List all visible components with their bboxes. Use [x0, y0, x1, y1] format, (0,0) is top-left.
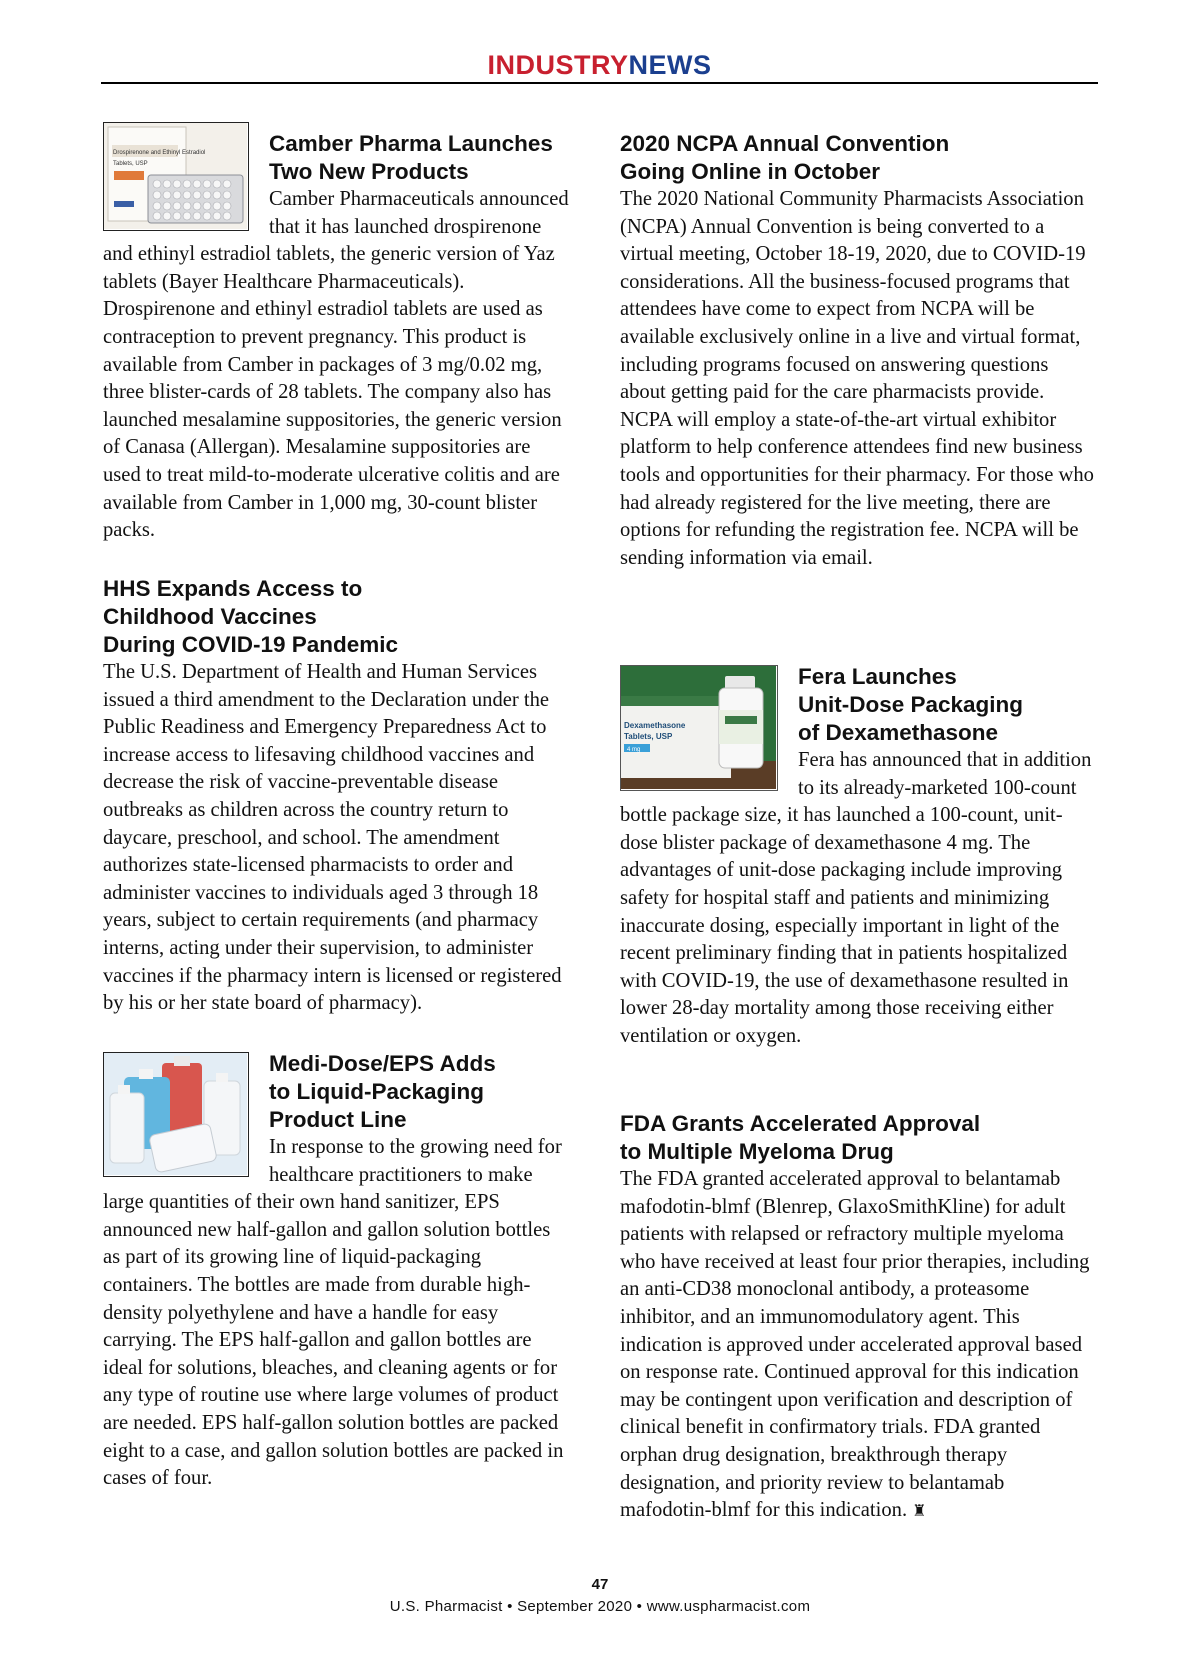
article-fera — [620, 663, 1095, 1110]
fera-product-image — [620, 665, 778, 791]
bottles-illustration — [104, 1053, 247, 1175]
fera-box-strength: 4 mg — [627, 747, 641, 753]
article-camber — [103, 130, 571, 575]
ncpa-headline — [620, 130, 1095, 186]
ncpa-headline-line1: 2020 NCPA Annual Convention — [620, 131, 950, 156]
medidose-bottles-image — [103, 1052, 249, 1177]
header-industry: INDUSTRY — [487, 50, 629, 80]
fda-headline-line1: FDA Grants Accelerated Approval — [620, 1111, 981, 1136]
end-of-article-icon: ♜ — [912, 1501, 927, 1521]
fera-box-label: Dexamethasone — [624, 721, 686, 730]
medidose-headline-line2: to Liquid-Packaging — [269, 1079, 485, 1104]
ncpa-body: The 2020 National Community Pharmacists Association (NCPA) Annual Convention is being converted to a virtual meeting, October 18-19, 2020, due to COVID-19 considerations. All the business-focused programs that attendees have come to expect from NCPA will be available exclusively online in a live and virtual format, including programs focused on answering questions about getting paid for the care pharmacists provide. NCPA will employ a state-of-the-art virtual exhibitor platform to help conference attendees find new business tools and opportunities for their pharmacy. For those who had already registered for the live meeting, there are options for refunding the registration fee. NCPA will be sending information via email. — [620, 188, 1094, 569]
footer-credit-line: U.S. Pharmacist • September 2020 • www.uspharmacist.com — [389, 1598, 811, 1615]
fera-headline-line1: Fera Launches — [798, 664, 957, 689]
dexamethasone-box-illustration — [621, 666, 776, 789]
fda-headline — [620, 1110, 1095, 1166]
fera-headline-line3: of Dexamethasone — [798, 720, 999, 745]
camber-body: Camber Pharmaceuticals announced that it has launched drospirenone and ethinyl estradiol tablets, the generic version of Yaz tablets (Bayer Healthcare Pharmaceuticals). Drospirenone and ethinyl estradiol tablets are used as contraception to prevent pregnancy. This product is available from Camber in packages of 3 mg/0.02 mg, three blister-cards of 28 tablets. The company also has launched mesalamine suppositories, the generic version of Canasa (Allergan). Mesalamine suppositories are used to treat mild-to-moderate ulcerative colitis and are available from Camber in 1,000 mg, 30-count blister packs. — [103, 188, 569, 542]
hhs-headline-line2: Childhood Vaccines — [103, 604, 317, 629]
hhs-body: The U.S. Department of Health and Human Services issued a third amendment to the Declaration under the Public Readiness and Emergency Preparedness Act to increase access to lifesaving childhood vaccines and decrease the risk of vaccine-preventable disease outbreaks as children across the country return to daycare, preschool, and school. The amendment authorizes state-licensed pharmacists to order and administer vaccines to individuals aged 3 through 18 years, subject to certain requirements (and pharmacy interns, acting under their supervision, to administer vaccines if the pharmacy intern is licensed or registered by his or her state board of pharmacy). — [103, 661, 562, 1015]
article-medidose — [103, 1050, 571, 1493]
right-column — [620, 130, 1095, 1525]
camber-box-sublabel: Tablets, USP — [113, 161, 148, 167]
camber-product-image — [103, 122, 249, 231]
fda-headline-line2: to Multiple Myeloma Drug — [620, 1139, 894, 1164]
medidose-body: In response to the growing need for healthcare practitioners to make large quantities of their own hand sanitizer, EPS announced new half-gallon and gallon solution bottles as part of its growing line of liquid-packaging containers. The bottles are made from durable high-density polyethylene and have a handle for easy carrying. The EPS half-gallon and gallon bottles are ideal for solutions, bleaches, and cleaning agents or for any type of routine use where large volumes of product are needed. EPS half-gallon solution bottles are packed eight to a case, and gallon solution bottles are packed in cases of four. — [103, 1136, 564, 1490]
fda-body — [620, 1166, 1095, 1525]
left-column — [103, 130, 571, 1493]
hhs-headline-line3: During COVID-19 Pandemic — [103, 632, 399, 657]
article-hhs — [103, 575, 571, 1050]
drug-box-illustration — [104, 123, 247, 229]
hhs-headline-line1: HHS Expands Access to — [103, 576, 363, 601]
header-news: NEWS — [628, 50, 712, 80]
ncpa-headline-line2: Going Online in October — [620, 159, 881, 184]
medidose-headline-line1: Medi-Dose/EPS Adds — [269, 1051, 496, 1076]
camber-box-label: Drospirenone and Ethinyl Estradiol — [113, 150, 206, 156]
article-fda — [620, 1110, 1095, 1525]
fda-body-text: The FDA granted accelerated approval to belantamab mafodotin-blmf (Blenrep, GlaxoSmithKline) for adult patients with relapsed or refractory multiple myeloma who have received at least four prior therapies, including an anti-CD38 monoclonal antibody, a proteasome inhibitor, and an immunomodulatory agent. This indication is approved under accelerated approval based on response rate. Continued approval for this indication may be contingent upon verification and description of clinical benefit in confirmatory trials. FDA granted orphan drug designation, breakthrough therapy designation, and priority review to belantamab mafodotin-blmf for this indication. — [620, 1168, 1090, 1522]
page-number: 47 — [591, 1576, 609, 1593]
section-header — [101, 48, 1098, 84]
camber-headline-line1: Camber Pharma Launches — [269, 131, 553, 156]
hhs-headline — [103, 575, 571, 659]
medidose-headline-line3: Product Line — [269, 1107, 407, 1132]
fera-box-sublabel: Tablets, USP — [624, 732, 673, 741]
article-ncpa — [620, 130, 1095, 663]
fera-headline-line2: Unit-Dose Packaging — [798, 692, 1024, 717]
camber-headline-line2: Two New Products — [269, 159, 469, 184]
fera-body: Fera has announced that in addition to its already-marketed 100-count bottle package size, it has launched a 100-count, unit-dose blister package of dexamethasone 4 mg. The advantages of unit-dose packaging include improving safety for hospital staff and patients and minimizing inaccurate dosing, especially important in light of the recent preliminary finding that in patients hospitalized with COVID-19, the use of dexamethasone resulted in lower 28-day mortality among those receiving either ventilation or oxygen. — [620, 749, 1092, 1047]
